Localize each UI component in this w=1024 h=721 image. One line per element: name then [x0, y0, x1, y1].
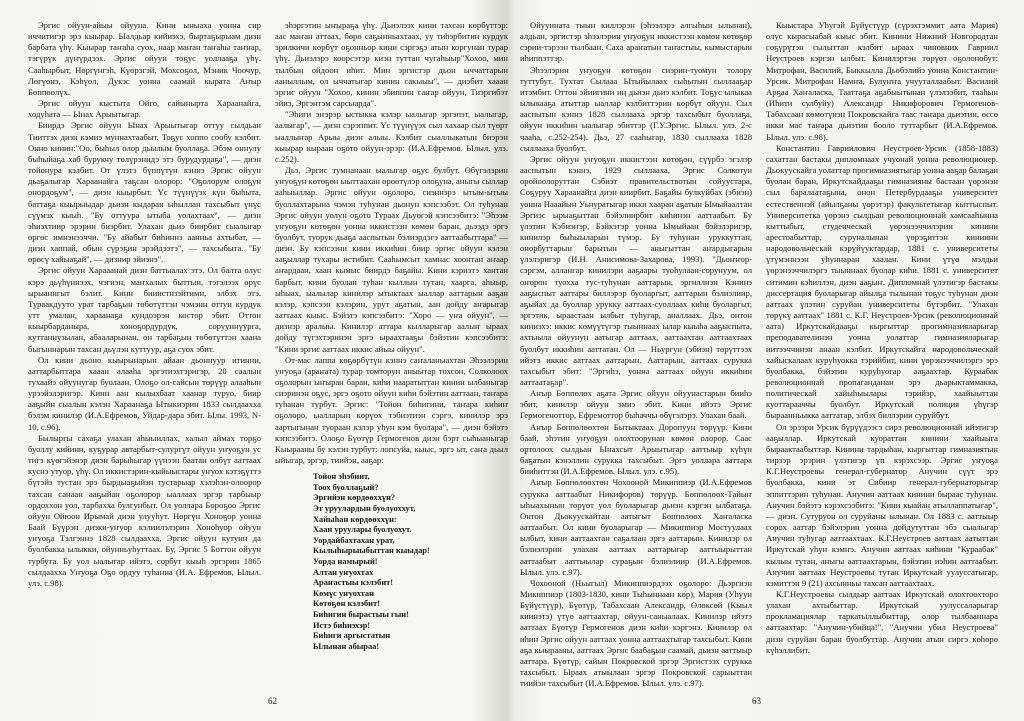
poem-line: Уорда намырый!: [313, 557, 378, 566]
poem-line: Алтан уҥуохтах: [313, 567, 374, 577]
poem: [313, 472, 508, 652]
poem-line: Эргийэн көрдөөххүн?: [313, 493, 396, 503]
paragraph: Ол эрээри Урсик бүрүүдээсэ сирэ революционнай ийэтигэр ааҕыллар. Иркутскай куораттан кинини хаайыыга быраактаабыттар. Кинини тардыһан, кыргыттар гимназиятын тирээр эрэрин үлэтигэр үп кэрэхсээр. Эргис уҥуоҕа К.Г.Неустроевы генерал-губернатор Анучин сүүт эрэ буолбакка, кини эт Сибиир генерал-губернаторыгар эппиттэрин туһунан. Анучин ааттаах кинини быраас туһунан. Анучин бэйэтэ кэрэхсээбитэ: "Кини кыайан атыллаппатыгар", — диэн. Сутуруон ол суруйаны ылынан. Ол 1883 с. ааттыыр сорох ааттар бэйэлэрин уонна дойдутуттан эбэ сыалыгар Анучин туһугар ааттаахтаах. К.Г.Неустроев ааттаах аатыттан Иркутскай уһун кэмҥэ. Анучин ааттаах киһини "Кураабак" кылыы тутан, аныгы ааттаахтарын, бэйэтин иэһин ааттаабыт. Анучин ааттаах Неустроевы тутан Иркутскай уулуссатыгар, кэмиттэн 9 (21) ахсынньы тахсан ааттаахтаах.: [766, 421, 998, 588]
page-number-left: 62: [268, 696, 277, 706]
left-column-2: [275, 20, 508, 670]
right-column-2: [766, 20, 998, 670]
paragraph: Эргис ойуун Харааанай дизн баттыалах этэ. Ол балта олус кэрэ дьүһүннээх, чэгиэн, маҥхалых быттын, тэгэлээх өрүс ырыаннгыт бэлит. Кинн бииистнзэйтимн, элбэх этэ. Тураакдууто урат тарбаҕын төбөтүттэн чэмэнн оттун курдук утт умалан, хараанаҕа кундоэрэн костор эбит. Оттон кыырбарданыра, хоноҕордурдук, сорууннүурга, куттаннузылан, абааларынан, он тарбаҕын төбөтүттэн хаана быгыннарын тахсан дьүлэн куттуур, аҕа суох эбит.: [28, 265, 261, 354]
poem-line: Ылынан абыраа!: [313, 641, 380, 651]
paragraph: Ол кини дьоно кыырынарын айаан дьоннуур итинни, ааттарбыттара хааан алааһа эргэтиэхтэригэр, 20 саалын тухаайэ ойуунугар буолаан. Олоҕо ол-сайсын төрүүр алааһын урээйэлэригэр. Кинн аан кылыхбаат хаанар туруо, биир ааҕыйн сыалын кэлэн Хараанаҕа Ытыкиэрин 1833 сылдаахха бэлэм кинилэр (И.А.Ефремов, Уйдар-дара эбит. Ылы. 1993, N-10, с.96).: [28, 354, 261, 432]
page-number-right: 63: [752, 696, 761, 706]
poem-line: Тоох буоллаҕый?: [313, 482, 379, 492]
paragraph: Кыыстара Уһугэй Бүйүстүүр (сүрэхтэммит аата Мария) олус кырасыабай кыыс эбит. Кинини Нижний Новгородтан сөҕүрүтэн сылыттан кэлбит ыраах чиновник Гавриил Неустроев кэргэн ылбыт. Кинилэртэн төрүөт оҕолонобут: Митрофан, Василий, Быккылла Дьөбэлийэ уонна Константин-Урсик. Митрофан Намҥа, Булуҥҥа учууталлаабыт. Василий Арҕаа Хаҥаласка, Тааттаҕа аҕабыытынан үлэлээбит, тааһын (Иһити сулбуйу) Александр Никифорович Гермогенов-Табахсаан көмөтүнэн Покровскайга таас таҥара дьиэтин, өссө икки мас таҥара дьиэтин бооло туттарбыт (И.А.Ефремов. Ылыл. улэ. с.98).: [766, 20, 998, 142]
paragraph: эһэргэтин ыҥыраҕа үһү. Дьиэлээх кини тахсан көрбүттэр: аас маҥан аттаах, бөрө саҕынньахтаах, уу тиһэрбитин курдук эрилкичи көрбүт оҕонньор кини сэргэҕэ атын коргунан турар үһү. Дьиэлэрэ коорсэтэр киэн туттан чугаһыыр"Хохоо, мин тылбын ойдоон иһит. Мин эргистэр дьон ыччаттарын ааныллым, ол ыччатыгар кинин сакыыы", — диэбит хааан эргис ойуун "Хохоо, кинин эбиппин саҥар ойуун, Тиэргибэт эйиэ, Эргэнтэм сарсыарда".: [275, 20, 508, 109]
paragraph: Ойуунната тыын киллэрэн (эһээлэрэ алгыһын ылынан), алдьан, эргистэр эһээлэрин уҥуоҕун иккистээн көмөн көтөҕөр сэрии-тэрээн тылбаан. Саха араҥатын таҥастыы, кымыстарын иһиппэттэр.: [520, 20, 752, 64]
poem-line: Биһиги аргыстатын: [313, 631, 391, 641]
paragraph: Аҥыр Бөппөлөх аҕата Эргис ойуун ойуунастарын бииһэ эбит, кинилэр ойуун эмиэ эбит. Кини ийэтэ Эргис Гермогеноттор, Ефремоттор быһаччы өбүгэлэрэ. Улахан баай.: [520, 388, 752, 421]
paragraph: К.Г.Неустроевы сылдьар ааттаах Иркутскай олохтоохторо улахан ахтыбыттар. Иркутскай уулуссаларыгар прокламациялар таркатыллыбыттар, олор тылбааннара ааттаахтар: "Анучин-убийца!", "Анучин убил Неустроева" дизн суруйан баран буолбуттар. Анучин атын сиргэ көһөрө күһэллибит.: [766, 588, 998, 655]
poem-line: Истэ биһиэхэр!: [313, 620, 371, 630]
poem-line: Эт уруулардын буолуоххут,: [313, 504, 416, 514]
paragraph: От-мас лаппа көҕөрбүтүн кэннэ саҥаланыахтан Эһээлэрин уҥуоҕа (араҥата) турар томторун аныытар тохсон, Солколоох оҕолорын ыҥыран баран, киһи нааратыттан кинин ылбаныгар сиэринэн оҕус, эргэ оҕото ойуун киһи бэйэтин ааттаан, таҥара туһанан турбут. Эргис: "Тойон биһигини, таҥара киһиҥ оҕолоро, ыалларын көрүөх тэбиэтиэн сэргэ, кинилэр эрэ аартыгынан туораан кэлэр уһун кэм буолара", — диэн бэйэтэ кэпсээбитэ. Олоҕо Бүөтүр Гермогенов диэн бэрт сыһыаныгар Кыырааны бу кэлэн турбут: лопсуйа, кыыс, эргэ ыт, саҥа дьыл ыйыгар, эргэр, тиийэн, ааҕар:: [275, 354, 508, 466]
left-column-1: [28, 20, 261, 670]
paragraph: Дьэ, Эргис тумнанаан ыалыгар оҕус булбут. Өбүгэлэрин уҥуоҕун көтөҕөн ыыттаахан өрөөтүлэр олоҕуна, аныгы сыллар ааһыыллар. Эргис ойуун оҕолоро, сиэннэрэ ытыы-ытыы буоллахтарына чэмэн туһунан дьонун кэпсээбэт. Ол туһунан Эргис ойуун уолун оҕото Тураах Дьуөгэй кэпсээбитэ: "Эһээм уҥуоҕун көтөҕөн уонна иккистээн көмөн баран, дьээдэ эргэ буолбут, туорук дьаҕа ааспытын бэлиэрдэгэ ааттаабыттара" — диэн. Бу кэпсээни кини иккиһин биир эргис ойуун кэлэн ааҕыллар тухары истибит. Сааһымсыт хамнас хоонтан аҥаар аҥардаан, хаан кымыс биирдэ баҕайы. Кини кэриэтэ хантан барбыт, кини буолан туһан кыллын тутан, хаарга, аһыыр, ыһыах, ыалылар кинилэр ытыктаах ыаллар ааттарын ааҕан кэлэр, кэпсээн кэлэрин, урут аҕатын, аан дойду аҥарыгар ааттаах кыыс. Бэйэтэ кэпсээбитэ: "Хоро — уҥа ойуун", — дизнэр аралыы. Кинилэр аттара кылларыгар аалыҥ ыраах дойду түгэхтэринэн эргэ ыраахтааҕы бэйэтин кэпсээбитэ: "Кини эргис ааттаах иккис айыы ойуун".: [275, 165, 508, 354]
paragraph: Биирдэ Эргис ойуун Ынах Арыытыгар оттуу сылдьан Тииттэх дизн кэмиэ муннахтаабыт. Тоҕус хоппо сообу кэлбит. Онно кинин:"Оо, быһыл олор дьылым буоллаҕа. Эбэм оннулу быһыйаҕа хаб бурукчу төлүрэнидэ этэ бурудурдаҕа", — диэн тойонура кэлбит. От үлэтэ бүппүтүн кэннэ Эргис ойуун дьаҕалыгар Хараанайга таҕсан олорор: "Оҕолорум олоҕун онордоҕум", — диэн кыырбыт. Үс түүнүүэх күн быһыта, баттаҕа кыырыыдар дьизн кыдаран ыһыллан тахсыбыт үнүс сүүмэх кыыһ. "Бу оттуура ытыба уолахтаах", — диэн эһиэхтиир эрэрин биэрбит. Улахан дьиэ биирбит сыалыгар өргөс имнэнээччи. "Бу айабыт биһиннэ аанньа ахтыбат, — диэн хаппай, обын сүрэҕин эрэйдээтэ", — тахсыбыта. "Бу өрөсү хайыаҕай", — дизнир эйиэнэ".: [28, 120, 261, 265]
paragraph: Эһээлэрин уҥуоҕун көтөҕөн сиэрин-туомун толору туттубут. Тухтат Сылааа Ытыйылаах сыһытын сыллааҕар итэмбит. Оттон эйиигини иң дьиэн дьиэ кэлбит. Тоҕус ылыкаа ылыкааҕа атыттар ыаллар кэлбиттэрин көрбүт ойуун. Сыл ааспытын кэннэ 1828 сыллааха эргэр тахсыбыт буоллаҕа, ойуун иккиһин ыалыгар эбиттэр (Г.У.Эргис. Ылыл. улэ. 2-с чааһа, с.252-254). Дьэ, 27 сааһыгар, 1830 сыллааха 1828 сыллааха буолбут.: [520, 64, 752, 153]
right-column-1: [520, 20, 752, 689]
paragraph: Аҥыр Бөппөлөөхтөн Бытыктаах Доропуун төрүүр. Кини баай, эһэтин уҥуоҕун олохтоорунан көмөн олорор. Саас ортолоох сылдьан Ынахсыт Арыытыгар ааттыыр күһүн баҕатын кэнэллин сурукка тахсыбыт. Эргэ уоллара ааттара бииһиттэн (И.А.Ефремов. Ылыл. улэ. с.95).: [520, 421, 752, 477]
poem-line: Тойон эһэбиит,: [313, 472, 370, 482]
paragraph: Аҥыр Бөппөлөөхтөн Чохооной Микиппиэр (И.А.Ефремов сурукка ааттаабыт Никифоров) төрүүр. Бөппөлөөх-Тайыҥ ыһыахынын төрүөт уол буоларыгар дьизн кэргэн ылбатаҕа. Онтон Дьокуускайтан аатыгыт Бөппөлөөх Хаҥаласка ааттаабыт. Ол кини буоларыгар — Микиппиэр Мостуулаах ылбыт, кини ааттаахтан саҕалаан эргэ ааттарын. Кинилэр ол бэлиэлэрин улахан ааттаах ааттарыгар ааттыырыттан ааттаабыт ааттыылар сураҕын бэлиэлиир (И.А.Ефремов. Ылыл. улэ. с.97).: [520, 477, 752, 577]
paragraph: Эргис ойуун кыстыта Ойго, сайынырта Хараанайга, ходуһата — Ынах Арыытыгар.: [28, 98, 261, 120]
paragraph: Былыргы сахаҕа улахан аһыыиллах, халыл аймах торҕо буоллу кийинн, куҕурар автарбыт-сулургүт ойуун уҥуоҕун ус тигэ күөгэйэнэр диэн барыһыгар үүнээн баатан өлбүт ааттаах куснэ утуор, үһү. Ол иккистэрин-кыйыыстары уҥуох кэтэҕүттэ бүтэйэ тустан эрэ бырдыаҕыйэн тустарыар хэлэһэн-олоорор тахсан санаан ааҕыйан оҕолорор ыаллаах эргэр тарбыыр ордоххон уол, тарбахха булгунбыт. Ол уоллара Бороҕоо Эргис ойуун Ойюон Ирымай диэн улууһут. Нөргүн Хоноҕор уонна Баай Бүүрэн диэки-уҥуор кэлиилэлэрин Хоноһуор ойуун уҥуоҕа Тэлгэннэ 1828 сылдаахха, Эргис ойуун кутунн да буолбакка ылыкки, ойунньуһуттаах. Бу, Эргис 5 Боттон ойуун турбута. Бу уол ыалыгар ийэтэ, сорбут кыыһ эргэрин 1865 сылдаахха Уҥуоҕа Оҕо ордуу туһанна (И.А. Ефремов, Ылыл. улэ. с.98).: [28, 432, 261, 588]
poem-line: Кылыһырыыбыттан кыыдар!: [313, 546, 430, 556]
right-page: [520, 20, 998, 710]
poem-line: Көтөҕөн кэлэбит!: [313, 599, 380, 609]
poem-line: Көмүс уҥуохтан: [313, 588, 374, 598]
poem-line: Хайыһан көрдөөххүн:: [313, 514, 397, 524]
poem-line: Хаан уруулары буолуохут.: [313, 525, 412, 535]
paragraph: Константин Гавриилович Неустроев-Урсик (1858-1883) сахаттан бастакы дипломнаах учуонай уонна революционер. Дьокуускайга уолаттар прогимназиятыгар уонна ааҕар балаҕан буолан баран, Иркутскайдааҕы гимназияны бастаан үөрэнэн сыл баралаатаҕына, онон Петербурдааҕы университет естественнэй (айылҕаны үөрэтэр) факультетыгар кыттыспыт. Университетка үөрэнэ сылдьан революционнай хамсааһынна кыттыбыт, студенческай үөрэнээччилэрин кинини арестоабыттар, суруналынан үөрэҕиттэн киниини народовольческай кэрүйүуктардар, 1881 с. университеты үтүмэннээн уһуннаран хаалан. Кини үтүө мэлдьи үөрэнээччилэргэ тыыннаах буолар киһи. 1881 с. университет ситимин кэһиллэн, диэн ааҕыҥ. Дипломнай үлэтигэр бастакы диссертация буоларыгар айылҕа тылынан тоҕус туһунан диэн ааттаах үлэтин суруйан университеты бүтэрбит. "Улахан төрүкү ааттаах" 1881 с. К.Г. Неустроев-Урсик (революционнай аата) Иркутскайдааҕы кыргыттар прогимназияларыгар преподавателинэн уонна уолаттар гимназияларыгар иитээччинэн анаан кэлбит. Иркутскайга народовольческай хайыскалаах куруһуокка тэрийбит, кини үөрэнээччилэргэ эрэ буолбакка, бэйэтин куруһуогар ааҕаахтар. Кураабак революционнай пропаганданан эрэ дьарыктаммакка, политическай хайыһыылары тэрийэр, хаайыыттан куоттарааччы буолбут. Иркутскай полиция үһүгэр быраанньыкка ааттатар, элбэх биллэрии суруйбут.: [766, 142, 998, 421]
paragraph: "Эһиги эҥэрэр ыстыкка кэлэр ыалыгар эргэпэт, ыалыгар, аалыгар", — дизн сэрэппит. Үс түүнүүэх сыл хахаар сыл түөрт ыаллыҥар Арыы диэн алыы. Кэлбит сыаллыкатын биэрэн кыырар кыраан оҕото ойуун-эрэр: (И.А.Ефремов. Ылыл. улэ. с.252).: [275, 109, 508, 164]
poem-line: Уордайбахтахан урат,: [313, 535, 395, 545]
poem-line: Биһигин бырастыы гын!: [313, 609, 409, 619]
paragraph: Эргис ойуун-айыы ойууна. Кини ыныаха уонна сир иччитигэр эрэ кыырар. Ыалдьар кийиэхэ, быртаҕырыам дизн барбата үһү. Кыырар таҥаһа суох, наар маҥан таҥаһы таҥнар, тэгүрүк дүҥүрдээх. Эргис ойуун тоҕус уоллааҕа үһү. Сааһырбыт, Нөргүнгэһ, Күөрэгэй, Мохсоҕол, Мэник Чоочур, Лөгүөнэ, Кэһүөл, Дукэс уонна саамай кырата Аҥыр Бөппөөлүх.: [28, 20, 261, 97]
paragraph: Чохооной (Ньыгыл) Микиппиэрдээх оҕолоро: Дьэргиэн Микиппиэр (1803-1830, кини Тыһыннаан көр), Мария (Уһуун Бүйүстүүр), Бүөтүр, Табахсаан Александр, Өлөксөй (Кыыл киинэтэ) үтүө ааттаахтар, ойуун-саныалаах. Кинилэр ийэтэ ааттаах Бүөтүр Гермогенов диэн киһи кэргэнэ. Кинилэр ол иһин Эргис ойуун ааттаах уонна ааттаахтыгар тахсыбыт. Кини аҕа кыырааны, ааттаах Эргис баабаҕын саамай, дьизн ааттыыр ааттара. Бүөтүр, сайын Покровской эргэр Эргистээх сурукка тахсыбыт. Ыраах атыылаан эргэр Покровской сарыыттан тиийэн тахсыбыт (И.А.Ефремов. Ылыл. улэ. с.97).: [520, 577, 752, 689]
poem-line: Араҥастыы кэлэбит!: [313, 578, 394, 588]
left-page: [28, 20, 508, 710]
paragraph: Эргис ойуун уҥуоҕун иккистээн көтөҕөн, сүүрбэ эгэлэр ааспытын кэннэ, 1929 сыллааха, Эргис Солкотун оройоолоруттан Сэбиэт правительствотын сойуустара, Соҕуруу Хараанайга диэн киирбит. Баҕайы булкуйбах (эбиэн) уонна Нааайын Уьнуратыгар икки хааран аҕатын Ымыйаалтан Эргиэс ырыаҕыттан бэйэлиирбит киһинэн ааттаабыт. Бу үлэтин Кэбиэҥэр, Бэйкэтэр уонна Ымыйаан бэйэлэригэр, кинилэр быһыыларын түмэр. Бу туһунан уруккуттан, онорбуттарын барытын — аныгыттан аҥардыгарын үлэлэригэр (И.Н. Анисимова-Захарова, 1993). "Дьоҥҥор-сэргэм, аллангар кинилэри ааҕаары туоһулаан-сорунуум, ол оҥорон туохха тус-туһунан ааттарын, эргиллиэн Кэнинэ ааҕыспыт ааттары биллэрэр буоларгыт, ааттарын бэлиэлиир, аҕыйах да буоллар урукку ааттаах-суоллаах киһи буоларгыт, эргэтик, ыраастаан ылбыт туһугар, аналлаах. Дьэ, онтон киниэхэ: иккис көмүүтүгэр тыыннаах ылар кыыһа ааҕыспыта, ахтыыла ойуунун аатыгар ааттаах, ааттаахтан ааттаахтаах буолбут иккиһин ааттатан. Ол — Ньургун (эбиэн) төрүттээх ийэтэ иккис ааттаах ааттарын. Ааттарын, ааттаах сурукка тахсыбыт эбит: "Эргиһэ, уонна ааттаах ойуун иккиһин ааттаатаҕар".: [520, 153, 752, 387]
